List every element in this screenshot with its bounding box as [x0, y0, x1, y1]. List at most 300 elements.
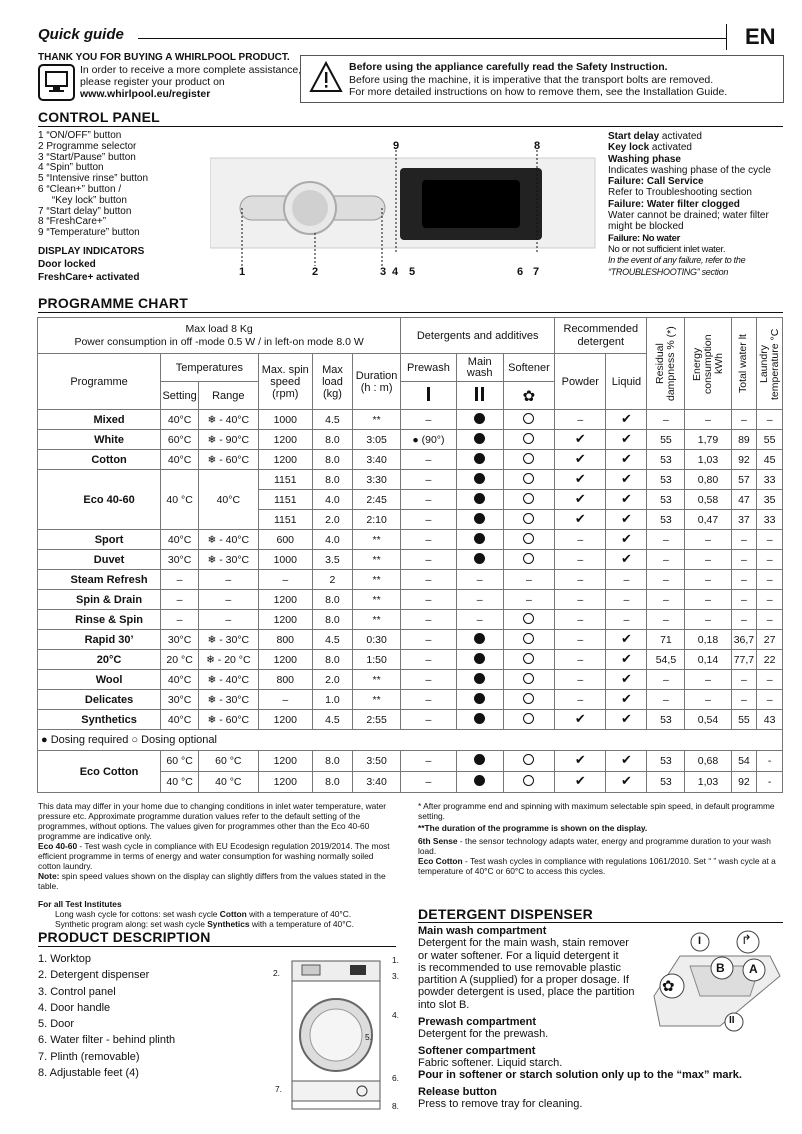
fig-label-7: 7. — [275, 1084, 282, 1094]
dot-icon — [474, 553, 485, 564]
programme-name: 20°C — [38, 650, 161, 670]
range-header: Range — [199, 382, 259, 410]
spin-note-label: Note: — [38, 871, 60, 881]
table-cell: – — [401, 490, 456, 510]
table-cell: – — [685, 690, 731, 710]
table-cell: – — [647, 670, 685, 690]
check-icon: ✔ — [620, 752, 632, 767]
table-cell-icon — [503, 772, 554, 793]
maxload-label: Max load 8 Kg — [185, 322, 253, 335]
table-cell: 53 — [647, 751, 685, 772]
fail-filter-text-1: Water cannot be drained; water filter — [608, 210, 769, 222]
table-cell: ❄ - 20 °C — [199, 650, 259, 670]
check-icon: ✔ — [574, 773, 586, 788]
mainwash-header: Main wash — [456, 354, 503, 382]
note-double-asterisk: **The duration of the programme is shown on the display. — [418, 823, 648, 833]
main-line: is recommended to use removable plastic — [418, 961, 621, 974]
table-cell: 2.0 — [312, 670, 352, 690]
table-cell: 0,18 — [685, 630, 731, 650]
test-note-1c: with a temperature of 40°C. — [246, 909, 352, 919]
table-cell: 60 °C — [199, 751, 259, 772]
fig-label-3: 3. — [392, 971, 399, 981]
programme-name: Spin & Drain — [38, 590, 161, 610]
table-cell: – — [199, 610, 259, 630]
callout-7: 7 — [533, 266, 540, 278]
part-item: 4. Door handle — [38, 1001, 111, 1014]
laundry-temp-header: Laundry temperature °C — [757, 318, 783, 410]
table-cell: 22 — [757, 650, 783, 670]
table-cell: 33 — [757, 470, 783, 490]
main-wash-compartment: Main wash compartment — [418, 925, 547, 937]
table-cell-icon — [606, 430, 647, 450]
table-cell: 40°C — [161, 670, 199, 690]
programme-name: Eco Cotton — [38, 751, 161, 793]
table-cell: – — [647, 530, 685, 550]
table-cell: 2:10 — [352, 510, 400, 530]
programme-name: Rinse & Spin — [38, 610, 161, 630]
notes-right — [418, 801, 785, 876]
table-cell: 1151 — [258, 510, 312, 530]
table-cell: 27 — [757, 630, 783, 650]
table-cell-icon — [606, 510, 647, 530]
start-delay-text: activated — [659, 131, 702, 142]
table-cell: – — [401, 590, 456, 610]
check-icon: ✔ — [620, 530, 632, 546]
dot-icon — [474, 633, 485, 644]
table-cell: 53 — [647, 490, 685, 510]
table-cell: 60 °C — [161, 751, 199, 772]
programme-chart-rule — [38, 312, 783, 313]
table-cell: 57 — [731, 470, 757, 490]
table-cell: – — [685, 550, 731, 570]
table-row — [38, 610, 783, 630]
table-cell: 30°C — [161, 630, 199, 650]
table-cell: ❄ - 60°C — [199, 450, 259, 470]
setting-header: Setting — [161, 382, 199, 410]
key-lock-text: activated — [649, 142, 692, 154]
quick-guide-title: Quick guide — [38, 26, 124, 43]
table-cell: – — [456, 610, 503, 630]
part-item: 8. Adjustable feet (4) — [38, 1067, 139, 1080]
ring-icon — [523, 433, 534, 444]
table-cell: – — [555, 610, 606, 630]
ring-icon — [523, 633, 534, 644]
main-line: Detergent for the main wash, stain remover — [418, 937, 629, 950]
release-button-label: Release button — [418, 1085, 497, 1098]
table-cell: – — [555, 410, 606, 430]
table-cell: ** — [352, 570, 400, 590]
table-cell: – — [401, 550, 456, 570]
ring-icon — [523, 513, 534, 524]
table-cell: 47 — [731, 490, 757, 510]
table-cell: – — [685, 670, 731, 690]
table-cell: – — [555, 690, 606, 710]
check-icon: ✔ — [620, 490, 632, 506]
table-cell-icon — [456, 510, 503, 530]
table-cell: 20 °C — [161, 650, 199, 670]
control-panel-list — [38, 131, 208, 239]
dot-icon — [474, 493, 485, 504]
table-cell: 40°C — [161, 450, 199, 470]
table-cell-icon — [606, 630, 647, 650]
ring-icon — [523, 713, 534, 724]
table-cell: – — [757, 670, 783, 690]
table-cell-icon — [606, 690, 647, 710]
table-cell: 1200 — [258, 751, 312, 772]
table-cell: 1200 — [258, 450, 312, 470]
dot-icon — [474, 673, 485, 684]
safety-line-1: Before using the machine, it is imperative that the transport bolts are removed. — [349, 74, 714, 86]
table-row — [38, 670, 783, 690]
table-cell: ** — [352, 530, 400, 550]
table-cell: – — [685, 610, 731, 630]
table-row — [38, 710, 783, 730]
table-cell: 4.5 — [312, 630, 352, 650]
freshcare-label: FreshCare+ activated — [38, 272, 140, 283]
table-cell: 3.5 — [312, 550, 352, 570]
table-cell: – — [685, 590, 731, 610]
softener-header: Softener — [503, 354, 554, 382]
test-institutes-title: For all Test Institutes — [38, 899, 122, 909]
table-cell: – — [606, 590, 647, 610]
table-cell: 600 — [258, 530, 312, 550]
table-cell: 1200 — [258, 430, 312, 450]
cp-item: 3 “Start/Pause” button — [38, 151, 136, 163]
table-cell: – — [757, 590, 783, 610]
table-cell: - — [757, 751, 783, 772]
table-cell: 1,03 — [685, 772, 731, 793]
table-cell: 45 — [757, 450, 783, 470]
max-mark-warning: Pour in softener or starch solution only up to the “max” mark. — [418, 1069, 742, 1082]
table-cell: 1200 — [258, 710, 312, 730]
table-cell: ** — [352, 550, 400, 570]
table-cell: 2 — [312, 570, 352, 590]
note-data-differ: This data may differ in your home due to changing conditions in inlet water temperature, water pressure etc. Approximate programme duration values refer to the default setting of the programmes, without options. The values given for programmes other than the Eco 40-60 programme are indicative only. — [38, 801, 387, 841]
check-icon: ✔ — [620, 710, 632, 726]
control-panel-drawing — [210, 138, 600, 278]
failure-note-2: “TROUBLESHOOTING” section — [608, 266, 729, 277]
eco-cotton-note-text: - Test wash cycles in compliance with regulations 1061/2010. Set “ ” wash cycle at a temperature of 40°C or 60°C to access this cycles. — [418, 856, 776, 876]
product-description-heading: PRODUCT DESCRIPTION — [38, 929, 211, 945]
start-delay-label: Start delay — [608, 131, 660, 142]
dot-icon — [474, 453, 485, 464]
table-cell-icon — [456, 690, 503, 710]
table-cell: – — [685, 570, 731, 590]
table-row — [38, 430, 783, 450]
table-cell: – — [647, 550, 685, 570]
table-cell: 8.0 — [312, 650, 352, 670]
control-panel-heading: CONTROL PANEL — [38, 109, 160, 125]
table-cell: 55 — [757, 430, 783, 450]
table-cell: 33 — [757, 510, 783, 530]
table-cell: 35 — [757, 490, 783, 510]
sixth-sense-label: 6th Sense — [418, 836, 458, 846]
table-cell: 8.0 — [312, 590, 352, 610]
table-cell-icon — [503, 510, 554, 530]
cp-item: 6 “Clean+” button / — [38, 183, 122, 195]
table-cell: 40°C — [161, 410, 199, 430]
table-cell: 60°C — [161, 430, 199, 450]
fig-label-5: 5. — [365, 1032, 372, 1042]
test-note-2a: Synthetic program along: set wash cycle — [55, 919, 208, 929]
ring-icon — [523, 473, 534, 484]
control-panel-rule — [38, 126, 783, 127]
table-cell: 40°C — [161, 710, 199, 730]
table-cell-icon — [503, 550, 554, 570]
ring-icon — [523, 533, 534, 544]
table-cell: 1151 — [258, 470, 312, 490]
programme-name: Synthetics — [38, 710, 161, 730]
table-cell: ❄ - 40°C — [199, 670, 259, 690]
ring-icon — [523, 775, 534, 786]
register-link[interactable]: www.whirlpool.eu/register — [80, 88, 211, 100]
table-cell: – — [401, 690, 456, 710]
table-cell-icon — [555, 751, 606, 772]
test-note-2c: with a temperature of 40°C. — [249, 919, 354, 929]
part-item: 3. Control panel — [38, 985, 116, 998]
table-cell: – — [161, 570, 199, 590]
table-cell: 1,79 — [685, 430, 731, 450]
table-cell: – — [731, 530, 757, 550]
spin-header: Max. spin speed (rpm) — [258, 354, 312, 410]
table-cell: – — [401, 510, 456, 530]
header-rule-tick — [726, 24, 727, 50]
table-cell: – — [401, 470, 456, 490]
check-icon: ✔ — [620, 410, 632, 426]
table-cell: 1200 — [258, 610, 312, 630]
table-cell-icon — [456, 550, 503, 570]
table-row — [38, 550, 783, 570]
table-cell: 1000 — [258, 410, 312, 430]
fig-label-2: 2. — [273, 968, 280, 978]
prewash-compartment: Prewash compartment — [418, 1016, 536, 1029]
table-cell: – — [555, 590, 606, 610]
table-cell: 4.5 — [312, 410, 352, 430]
ring-icon — [523, 613, 534, 624]
check-icon: ✔ — [620, 510, 632, 526]
table-cell-icon — [503, 610, 554, 630]
warning-icon — [309, 60, 343, 94]
table-cell: 4.0 — [312, 530, 352, 550]
check-icon: ✔ — [574, 470, 586, 486]
table-cell: ❄ - 30°C — [199, 550, 259, 570]
table-cell-icon — [456, 630, 503, 650]
test-note-2b: Synthetics — [207, 919, 250, 929]
table-cell-icon — [606, 410, 647, 430]
table-cell: 54,5 — [647, 650, 685, 670]
table-cell: – — [555, 650, 606, 670]
programme-chart-heading: PROGRAMME CHART — [38, 295, 188, 311]
table-cell: 89 — [731, 430, 757, 450]
main-line: partition A (supplied) for a proper dosage. If — [418, 974, 629, 987]
table-cell-icon — [606, 751, 647, 772]
table-cell-icon — [606, 550, 647, 570]
table-cell: ❄ - 30°C — [199, 630, 259, 650]
power-label: Power consumption in off -mode 0.5 W / in left-on mode 8.0 W — [74, 335, 364, 348]
softener-compartment: Softener compartment — [418, 1044, 536, 1057]
table-cell: – — [757, 690, 783, 710]
table-cell: 71 — [647, 630, 685, 650]
table-cell-icon — [555, 510, 606, 530]
dot-icon — [474, 473, 485, 484]
check-icon: ✔ — [620, 670, 632, 686]
table-cell: – — [731, 610, 757, 630]
table-cell: – — [456, 570, 503, 590]
table-cell: – — [731, 590, 757, 610]
programme-name: Eco 40-60 — [38, 470, 161, 530]
programme-name: Duvet — [38, 550, 161, 570]
table-cell: 8.0 — [312, 751, 352, 772]
load-header: Max load (kg) — [312, 354, 352, 410]
table-cell: ❄ - 40°C — [199, 410, 259, 430]
table-cell-icon — [503, 410, 554, 430]
table-cell: – — [401, 630, 456, 650]
note-asterisk: * After programme end and spinning with maximum selectable spin speed, in default programme setting. — [418, 801, 775, 821]
dot-icon — [474, 513, 485, 524]
eco-note-label: Eco 40-60 — [38, 841, 78, 851]
table-cell: – — [199, 570, 259, 590]
table-cell: ** — [352, 590, 400, 610]
table-cell: 3:40 — [352, 450, 400, 470]
cp-item: 2 Programme selector — [38, 140, 137, 152]
washing-machine-drawing — [284, 955, 390, 1113]
prewash-line: Detergent for the prewash. — [418, 1028, 549, 1041]
dot-icon — [474, 653, 485, 664]
table-cell-icon — [606, 650, 647, 670]
mainwash-icon — [456, 382, 503, 410]
table-cell-icon — [503, 710, 554, 730]
dot-icon — [474, 775, 485, 786]
test-note-1b: Cotton — [219, 909, 247, 919]
table-cell-icon — [456, 490, 503, 510]
table-cell-icon — [555, 490, 606, 510]
table-cell-icon — [606, 450, 647, 470]
table-cell: – — [401, 450, 456, 470]
ring-icon — [523, 413, 534, 424]
display-indicators-title: DISPLAY INDICATORS — [38, 246, 145, 257]
recommended-header: Recommended detergent — [555, 318, 647, 354]
product-parts-list — [38, 951, 175, 1081]
table-cell: ** — [352, 670, 400, 690]
table-cell: – — [258, 690, 312, 710]
table-cell: 800 — [258, 670, 312, 690]
washing-phase-text: Indicates washing phase of the cycle — [608, 164, 771, 176]
check-icon: ✔ — [620, 650, 632, 666]
callout-4: 4 — [392, 266, 399, 278]
ring-icon — [523, 754, 534, 765]
dot-icon — [474, 533, 485, 544]
table-cell: 40°C — [199, 470, 259, 530]
indicator-list — [608, 131, 784, 278]
check-icon: ✔ — [574, 430, 586, 446]
table-cell: – — [401, 410, 456, 430]
table-cell: 53 — [647, 710, 685, 730]
table-cell: – — [685, 410, 731, 430]
spin-note-text: spin speed values shown on the display can slightly differs from the values stated in the table. — [38, 871, 386, 891]
table-cell: 800 — [258, 630, 312, 650]
check-icon: ✔ — [574, 510, 586, 526]
washing-phase-label: Washing phase — [608, 153, 681, 165]
table-cell: – — [731, 550, 757, 570]
ring-icon — [523, 673, 534, 684]
table-cell: 1000 — [258, 550, 312, 570]
table-cell: ❄ - 30°C — [199, 690, 259, 710]
table-cell: 1:50 — [352, 650, 400, 670]
table-row — [38, 530, 783, 550]
table-cell: 3:05 — [352, 430, 400, 450]
check-icon: ✔ — [620, 470, 632, 486]
check-icon: ✔ — [574, 490, 586, 506]
table-cell: – — [401, 610, 456, 630]
fig-label-8: 8. — [392, 1101, 399, 1111]
liquid-header: Liquid — [606, 354, 647, 410]
residual-header: Residual dampness % (*) — [647, 318, 685, 410]
door-locked-label: Door locked — [38, 259, 96, 270]
table-cell: – — [757, 610, 783, 630]
table-cell: 0,80 — [685, 470, 731, 490]
energy-header: Energy consumption kWh — [685, 318, 731, 410]
table-row — [38, 410, 783, 430]
table-row — [38, 751, 783, 772]
table-cell: 54 — [731, 751, 757, 772]
table-cell: 1151 — [258, 490, 312, 510]
callout-5: 5 — [409, 266, 416, 278]
table-row — [38, 590, 783, 610]
fail-filter-text-2: might be blocked — [608, 221, 684, 233]
fig-label-4: 4. — [392, 1010, 399, 1020]
table-cell: ** — [352, 410, 400, 430]
programme-name: Wool — [38, 670, 161, 690]
thanks-line-1: In order to receive a more complete assistance, — [80, 64, 302, 76]
table-cell: – — [401, 710, 456, 730]
callout-8: 8 — [534, 140, 541, 152]
table-row — [38, 650, 783, 670]
table-cell: 40 °C — [161, 772, 199, 793]
table-cell: 2:55 — [352, 710, 400, 730]
release-arrow-icon: ↱ — [741, 932, 752, 947]
table-cell: – — [555, 630, 606, 650]
table-cell: – — [401, 650, 456, 670]
table-cell: 40 °C — [199, 772, 259, 793]
table-cell: – — [606, 570, 647, 590]
table-row — [38, 570, 783, 590]
dot-icon — [474, 713, 485, 724]
detergents-header: Detergents and additives — [401, 318, 555, 354]
check-icon: ✔ — [574, 710, 586, 726]
cp-item: 8 “FreshCare+” — [38, 216, 107, 228]
table-cell: 1.0 — [312, 690, 352, 710]
table-cell: 0,47 — [685, 510, 731, 530]
table-cell: 1,03 — [685, 450, 731, 470]
table-cell: 30°C — [161, 690, 199, 710]
failure-note-1: In the event of any failure, refer to the — [608, 255, 746, 266]
ring-icon — [523, 653, 534, 664]
table-cell-icon — [503, 470, 554, 490]
table-cell: – — [456, 590, 503, 610]
language-label: EN — [745, 24, 776, 49]
table-cell-icon — [503, 751, 554, 772]
table-cell: 37 — [731, 510, 757, 530]
table-cell-icon — [555, 772, 606, 793]
release-button-line: Press to remove tray for cleaning. — [418, 1097, 583, 1110]
callout-9: 9 — [393, 140, 400, 152]
table-cell: - — [757, 772, 783, 793]
cp-item: 4 “Spin” button — [38, 162, 104, 174]
dot-icon — [474, 693, 485, 704]
table-cell-icon — [606, 710, 647, 730]
table-cell: 92 — [731, 450, 757, 470]
table-cell: – — [401, 530, 456, 550]
